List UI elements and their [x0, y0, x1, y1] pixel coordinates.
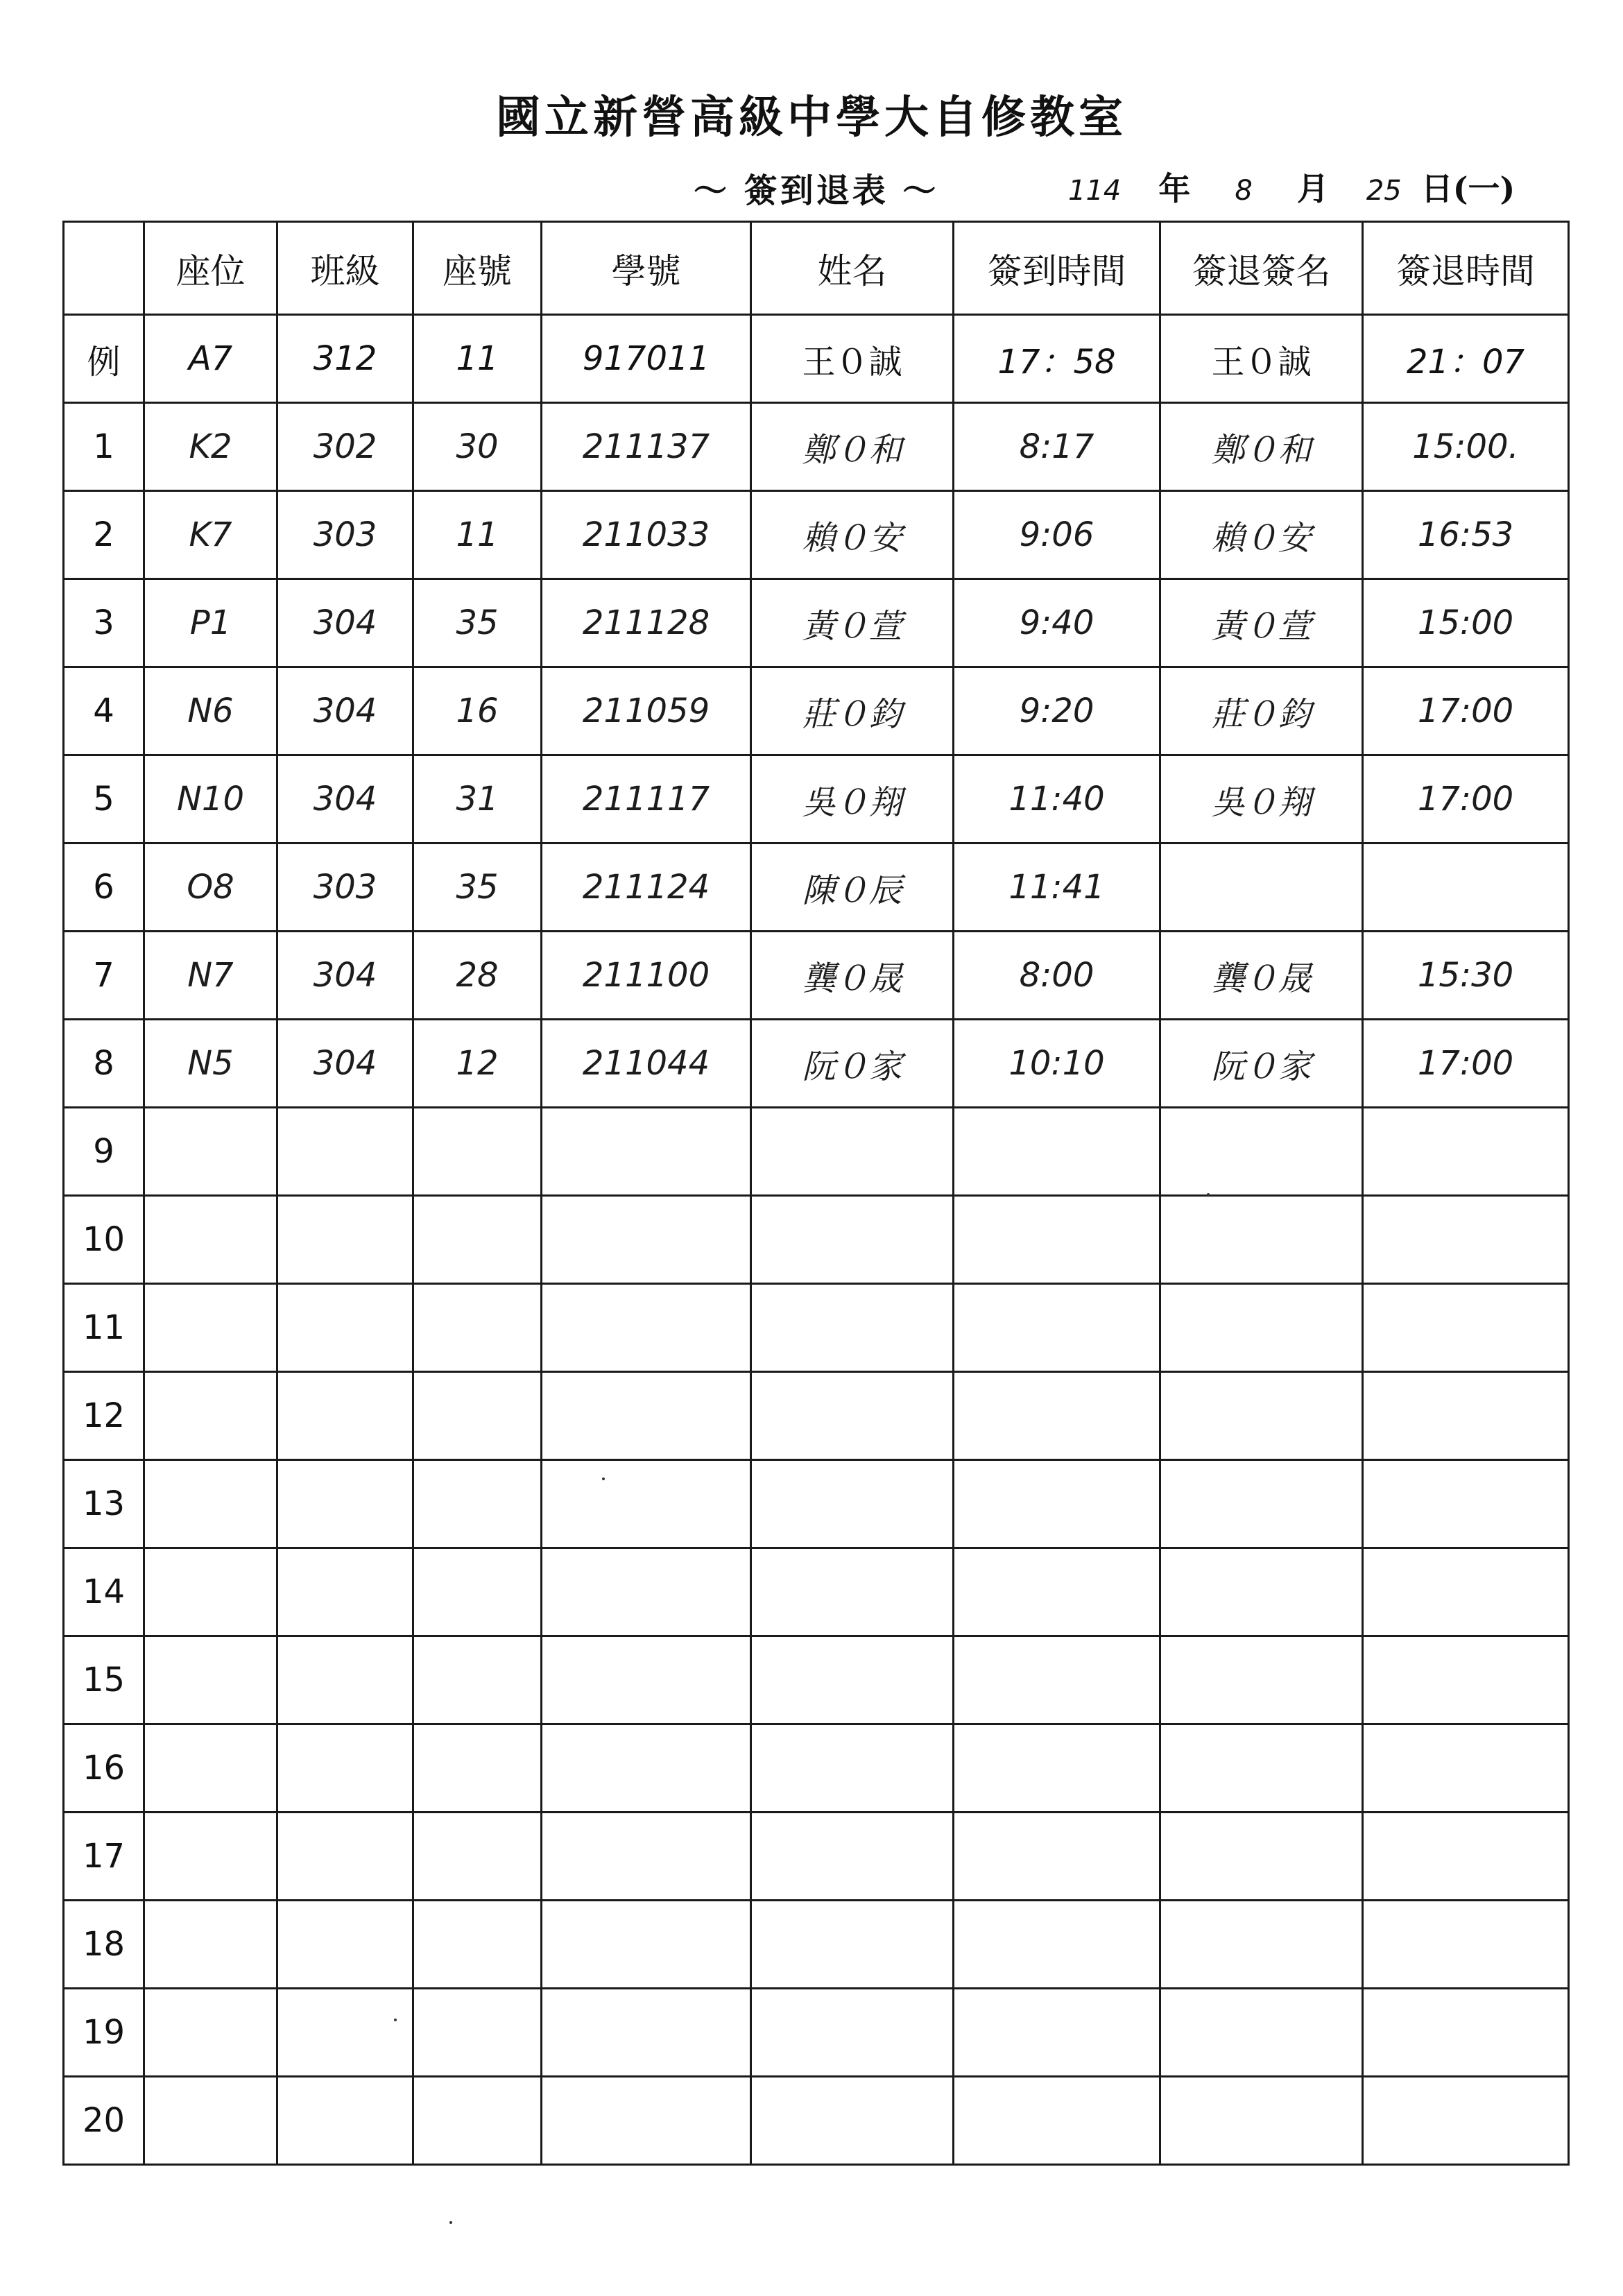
row-checkout-sign: [1160, 1813, 1363, 1901]
row-class: 304: [277, 667, 413, 755]
row-number: [413, 1548, 542, 1636]
row-class: 303: [277, 491, 413, 579]
row-number: [413, 1108, 542, 1196]
header-checkout-signature: 簽退簽名: [1160, 222, 1363, 315]
row-checkin: [954, 1548, 1160, 1636]
row-student-id: [542, 1548, 751, 1636]
row-class: [277, 2077, 413, 2165]
row-name: [751, 1372, 954, 1460]
row-number: 35: [413, 843, 542, 932]
row-index: 10: [64, 1196, 144, 1284]
row-checkout-time: 15:30: [1363, 932, 1569, 1020]
row-class: [277, 1989, 413, 2077]
example-checkout-sign: 王０誠: [1160, 315, 1363, 403]
row-class: [277, 1196, 413, 1284]
example-number: 11: [413, 315, 542, 403]
row-number: [413, 1196, 542, 1284]
table-row: [64, 1460, 1569, 1548]
table-row: [64, 2077, 1569, 2165]
page-title: 國立新營高級中學大自修教室: [496, 92, 1127, 144]
row-index: 20: [64, 2077, 144, 2165]
row-index: 14: [64, 1548, 144, 1636]
row-class: [277, 1548, 413, 1636]
row-index: 2: [64, 491, 144, 579]
row-number: [413, 1372, 542, 1460]
date-month-unit: 月: [1296, 170, 1329, 207]
row-student-id: [542, 1989, 751, 2077]
row-index: 11: [64, 1284, 144, 1372]
table-row: [64, 667, 1569, 755]
row-seat: N7: [144, 932, 277, 1020]
example-class: 312: [277, 315, 413, 403]
row-seat: K7: [144, 491, 277, 579]
row-number: [413, 1989, 542, 2077]
row-index: 18: [64, 1901, 144, 1989]
row-seat: N6: [144, 667, 277, 755]
row-number: [413, 1724, 542, 1813]
row-class: [277, 1460, 413, 1548]
row-checkin: [954, 1636, 1160, 1724]
row-student-id: [542, 1636, 751, 1724]
row-student-id: [542, 1372, 751, 1460]
row-student-id: [542, 1460, 751, 1548]
header-corner: [64, 222, 144, 315]
row-checkin: [954, 1989, 1160, 2077]
table-row: [64, 1284, 1569, 1372]
row-seat: N5: [144, 1020, 277, 1108]
row-checkout-sign: [1160, 1372, 1363, 1460]
row-seat: [144, 1284, 277, 1372]
row-number: 16: [413, 667, 542, 755]
row-seat: P1: [144, 579, 277, 667]
table-row: [64, 1636, 1569, 1724]
row-index: 12: [64, 1372, 144, 1460]
row-checkout-time: [1363, 1196, 1569, 1284]
row-index: 17: [64, 1813, 144, 1901]
row-checkout-sign: 龔０晟: [1160, 932, 1363, 1020]
row-checkout-sign: [1160, 2077, 1363, 2165]
row-checkin: [954, 2077, 1160, 2165]
row-checkout-time: 16:53: [1363, 491, 1569, 579]
row-number: 35: [413, 579, 542, 667]
row-checkin: 11:40: [954, 755, 1160, 843]
row-checkin: 8:00: [954, 932, 1160, 1020]
row-checkout-sign: 賴０安: [1160, 491, 1363, 579]
row-student-id: [542, 1901, 751, 1989]
row-name: 鄭０和: [751, 403, 954, 491]
row-checkout-time: [1363, 1108, 1569, 1196]
row-checkout-time: [1363, 1813, 1569, 1901]
row-student-id: [542, 1108, 751, 1196]
row-checkout-sign: [1160, 1989, 1363, 2077]
header-checkout-time: 簽退時間: [1363, 222, 1569, 315]
example-label: 例: [64, 315, 144, 403]
row-name: 龔０晟: [751, 932, 954, 1020]
table-row: [64, 1813, 1569, 1901]
row-class: [277, 1284, 413, 1372]
row-seat: [144, 1196, 277, 1284]
row-seat: [144, 1813, 277, 1901]
row-index: 16: [64, 1724, 144, 1813]
table-row: [64, 491, 1569, 579]
row-checkin: [954, 1901, 1160, 1989]
example-row: [64, 315, 1569, 403]
row-checkout-sign: [1160, 1548, 1363, 1636]
row-name: [751, 2077, 954, 2165]
row-student-id: 211044: [542, 1020, 751, 1108]
row-index: 9: [64, 1108, 144, 1196]
row-checkout-time: 17:00: [1363, 667, 1569, 755]
table-row: [64, 1372, 1569, 1460]
row-name: 黃０萱: [751, 579, 954, 667]
row-checkout-sign: [1160, 1460, 1363, 1548]
date-year-unit: 年: [1158, 170, 1191, 207]
row-name: [751, 1548, 954, 1636]
row-checkin: [954, 1372, 1160, 1460]
scan-speck: [449, 2221, 452, 2224]
row-index: 1: [64, 403, 144, 491]
row-student-id: [542, 1724, 751, 1813]
row-checkin: [954, 1813, 1160, 1901]
row-number: [413, 1460, 542, 1548]
row-student-id: [542, 1813, 751, 1901]
table-row: [64, 932, 1569, 1020]
row-checkout-sign: 莊０鈞: [1160, 667, 1363, 755]
row-checkout-time: [1363, 1636, 1569, 1724]
row-index: 15: [64, 1636, 144, 1724]
row-checkout-time: [1363, 843, 1569, 932]
signin-table: [62, 221, 1570, 2166]
row-name: [751, 1636, 954, 1724]
row-name: 阮０家: [751, 1020, 954, 1108]
header-name: 姓名: [751, 222, 954, 315]
row-checkout-time: [1363, 1989, 1569, 2077]
row-seat: [144, 1636, 277, 1724]
row-checkout-time: [1363, 1284, 1569, 1372]
header-seat: 座位: [144, 222, 277, 315]
row-class: 302: [277, 403, 413, 491]
row-checkout-sign: [1160, 1724, 1363, 1813]
header-number: 座號: [413, 222, 542, 315]
row-checkout-sign: [1160, 843, 1363, 932]
table-row: [64, 1724, 1569, 1813]
table-row: [64, 755, 1569, 843]
row-class: [277, 1724, 413, 1813]
row-checkout-sign: 阮０家: [1160, 1020, 1363, 1108]
row-name: [751, 1724, 954, 1813]
row-name: [751, 1284, 954, 1372]
table-row: [64, 1901, 1569, 1989]
row-index: 4: [64, 667, 144, 755]
row-checkin: 9:20: [954, 667, 1160, 755]
example-name: 王０誠: [751, 315, 954, 403]
header-class: 班級: [277, 222, 413, 315]
table-row: [64, 1989, 1569, 2077]
row-checkout-time: [1363, 1372, 1569, 1460]
row-checkout-time: [1363, 1548, 1569, 1636]
row-index: 5: [64, 755, 144, 843]
row-name: [751, 1460, 954, 1548]
scan-speck: [602, 1477, 605, 1480]
table-row: [64, 1020, 1569, 1108]
row-checkout-time: [1363, 2077, 1569, 2165]
table-row: [64, 1548, 1569, 1636]
row-name: [751, 1989, 954, 2077]
row-seat: O8: [144, 843, 277, 932]
row-student-id: [542, 1284, 751, 1372]
date-day: 25: [1366, 175, 1402, 207]
row-name: [751, 1901, 954, 1989]
row-index: 3: [64, 579, 144, 667]
row-checkout-sign: [1160, 1901, 1363, 1989]
row-name: [751, 1196, 954, 1284]
row-number: [413, 1813, 542, 1901]
row-checkin: 11:41: [954, 843, 1160, 932]
date-year: 114: [1068, 175, 1122, 207]
row-name: [751, 1813, 954, 1901]
row-checkout-time: 15:00: [1363, 579, 1569, 667]
date-weekday: (一): [1452, 170, 1515, 207]
row-checkin: 10:10: [954, 1020, 1160, 1108]
row-number: [413, 2077, 542, 2165]
row-class: [277, 1372, 413, 1460]
row-seat: [144, 1901, 277, 1989]
row-seat: [144, 1460, 277, 1548]
form-subtitle: ～ 簽到退表 ～: [694, 171, 939, 210]
row-checkout-sign: [1160, 1284, 1363, 1372]
row-checkin: [954, 1724, 1160, 1813]
row-index: 8: [64, 1020, 144, 1108]
row-checkin: [954, 1284, 1160, 1372]
row-seat: [144, 1989, 277, 2077]
table-row: [64, 579, 1569, 667]
row-name: 莊０鈞: [751, 667, 954, 755]
row-checkout-sign: 鄭０和: [1160, 403, 1363, 491]
row-checkin: 9:06: [954, 491, 1160, 579]
row-index: 13: [64, 1460, 144, 1548]
row-checkout-time: [1363, 1460, 1569, 1548]
row-seat: [144, 1108, 277, 1196]
row-number: 30: [413, 403, 542, 491]
table-row: [64, 1196, 1569, 1284]
row-student-id: [542, 2077, 751, 2165]
row-checkout-sign: [1160, 1108, 1363, 1196]
row-checkout-time: 17:00: [1363, 755, 1569, 843]
row-checkout-sign: 黃０萱: [1160, 579, 1363, 667]
row-index: 7: [64, 932, 144, 1020]
row-student-id: 211117: [542, 755, 751, 843]
row-checkout-sign: [1160, 1636, 1363, 1724]
table-row: [64, 403, 1569, 491]
row-number: 28: [413, 932, 542, 1020]
example-checkin: 17：58: [954, 315, 1160, 403]
row-seat: N10: [144, 755, 277, 843]
row-class: [277, 1901, 413, 1989]
row-checkin: [954, 1108, 1160, 1196]
example-seat: A7: [144, 315, 277, 403]
row-class: [277, 1813, 413, 1901]
row-class: 304: [277, 932, 413, 1020]
row-index: 6: [64, 843, 144, 932]
row-class: 303: [277, 843, 413, 932]
row-student-id: 211137: [542, 403, 751, 491]
row-checkout-time: 17:00: [1363, 1020, 1569, 1108]
row-checkin: 9:40: [954, 579, 1160, 667]
row-student-id: 211128: [542, 579, 751, 667]
row-checkout-sign: 吳０翔: [1160, 755, 1363, 843]
row-name: 賴０安: [751, 491, 954, 579]
row-number: [413, 1636, 542, 1724]
row-checkin: [954, 1196, 1160, 1284]
row-student-id: 211059: [542, 667, 751, 755]
row-number: [413, 1284, 542, 1372]
example-student-id: 917011: [542, 315, 751, 403]
table-row: [64, 843, 1569, 932]
date-line: [1068, 164, 1515, 209]
row-class: 304: [277, 755, 413, 843]
row-name: [751, 1108, 954, 1196]
header-row: [64, 222, 1569, 315]
scan-speck: [1207, 1193, 1210, 1196]
row-number: 31: [413, 755, 542, 843]
row-seat: [144, 1372, 277, 1460]
row-class: [277, 1108, 413, 1196]
row-index: 19: [64, 1989, 144, 2077]
row-seat: [144, 1724, 277, 1813]
row-class: 304: [277, 579, 413, 667]
row-class: 304: [277, 1020, 413, 1108]
row-checkout-time: [1363, 1901, 1569, 1989]
row-checkout-time: 15:00.: [1363, 403, 1569, 491]
row-seat: K2: [144, 403, 277, 491]
row-class: [277, 1636, 413, 1724]
header-student-id: 學號: [542, 222, 751, 315]
row-checkin: 8:17: [954, 403, 1160, 491]
row-seat: [144, 1548, 277, 1636]
row-student-id: [542, 1196, 751, 1284]
date-day-unit: 日: [1420, 170, 1453, 207]
row-seat: [144, 2077, 277, 2165]
table-row: [64, 1108, 1569, 1196]
row-checkout-sign: [1160, 1196, 1363, 1284]
row-number: 11: [413, 491, 542, 579]
row-name: 吳０翔: [751, 755, 954, 843]
row-name: 陳０辰: [751, 843, 954, 932]
row-checkout-time: [1363, 1724, 1569, 1813]
row-student-id: 211033: [542, 491, 751, 579]
scan-speck: [394, 2019, 397, 2021]
row-student-id: 211100: [542, 932, 751, 1020]
date-month: 8: [1235, 175, 1253, 207]
row-student-id: 211124: [542, 843, 751, 932]
row-number: 12: [413, 1020, 542, 1108]
example-checkout-time: 21：07: [1363, 315, 1569, 403]
row-number: [413, 1901, 542, 1989]
row-checkin: [954, 1460, 1160, 1548]
header-checkin-time: 簽到時間: [954, 222, 1160, 315]
